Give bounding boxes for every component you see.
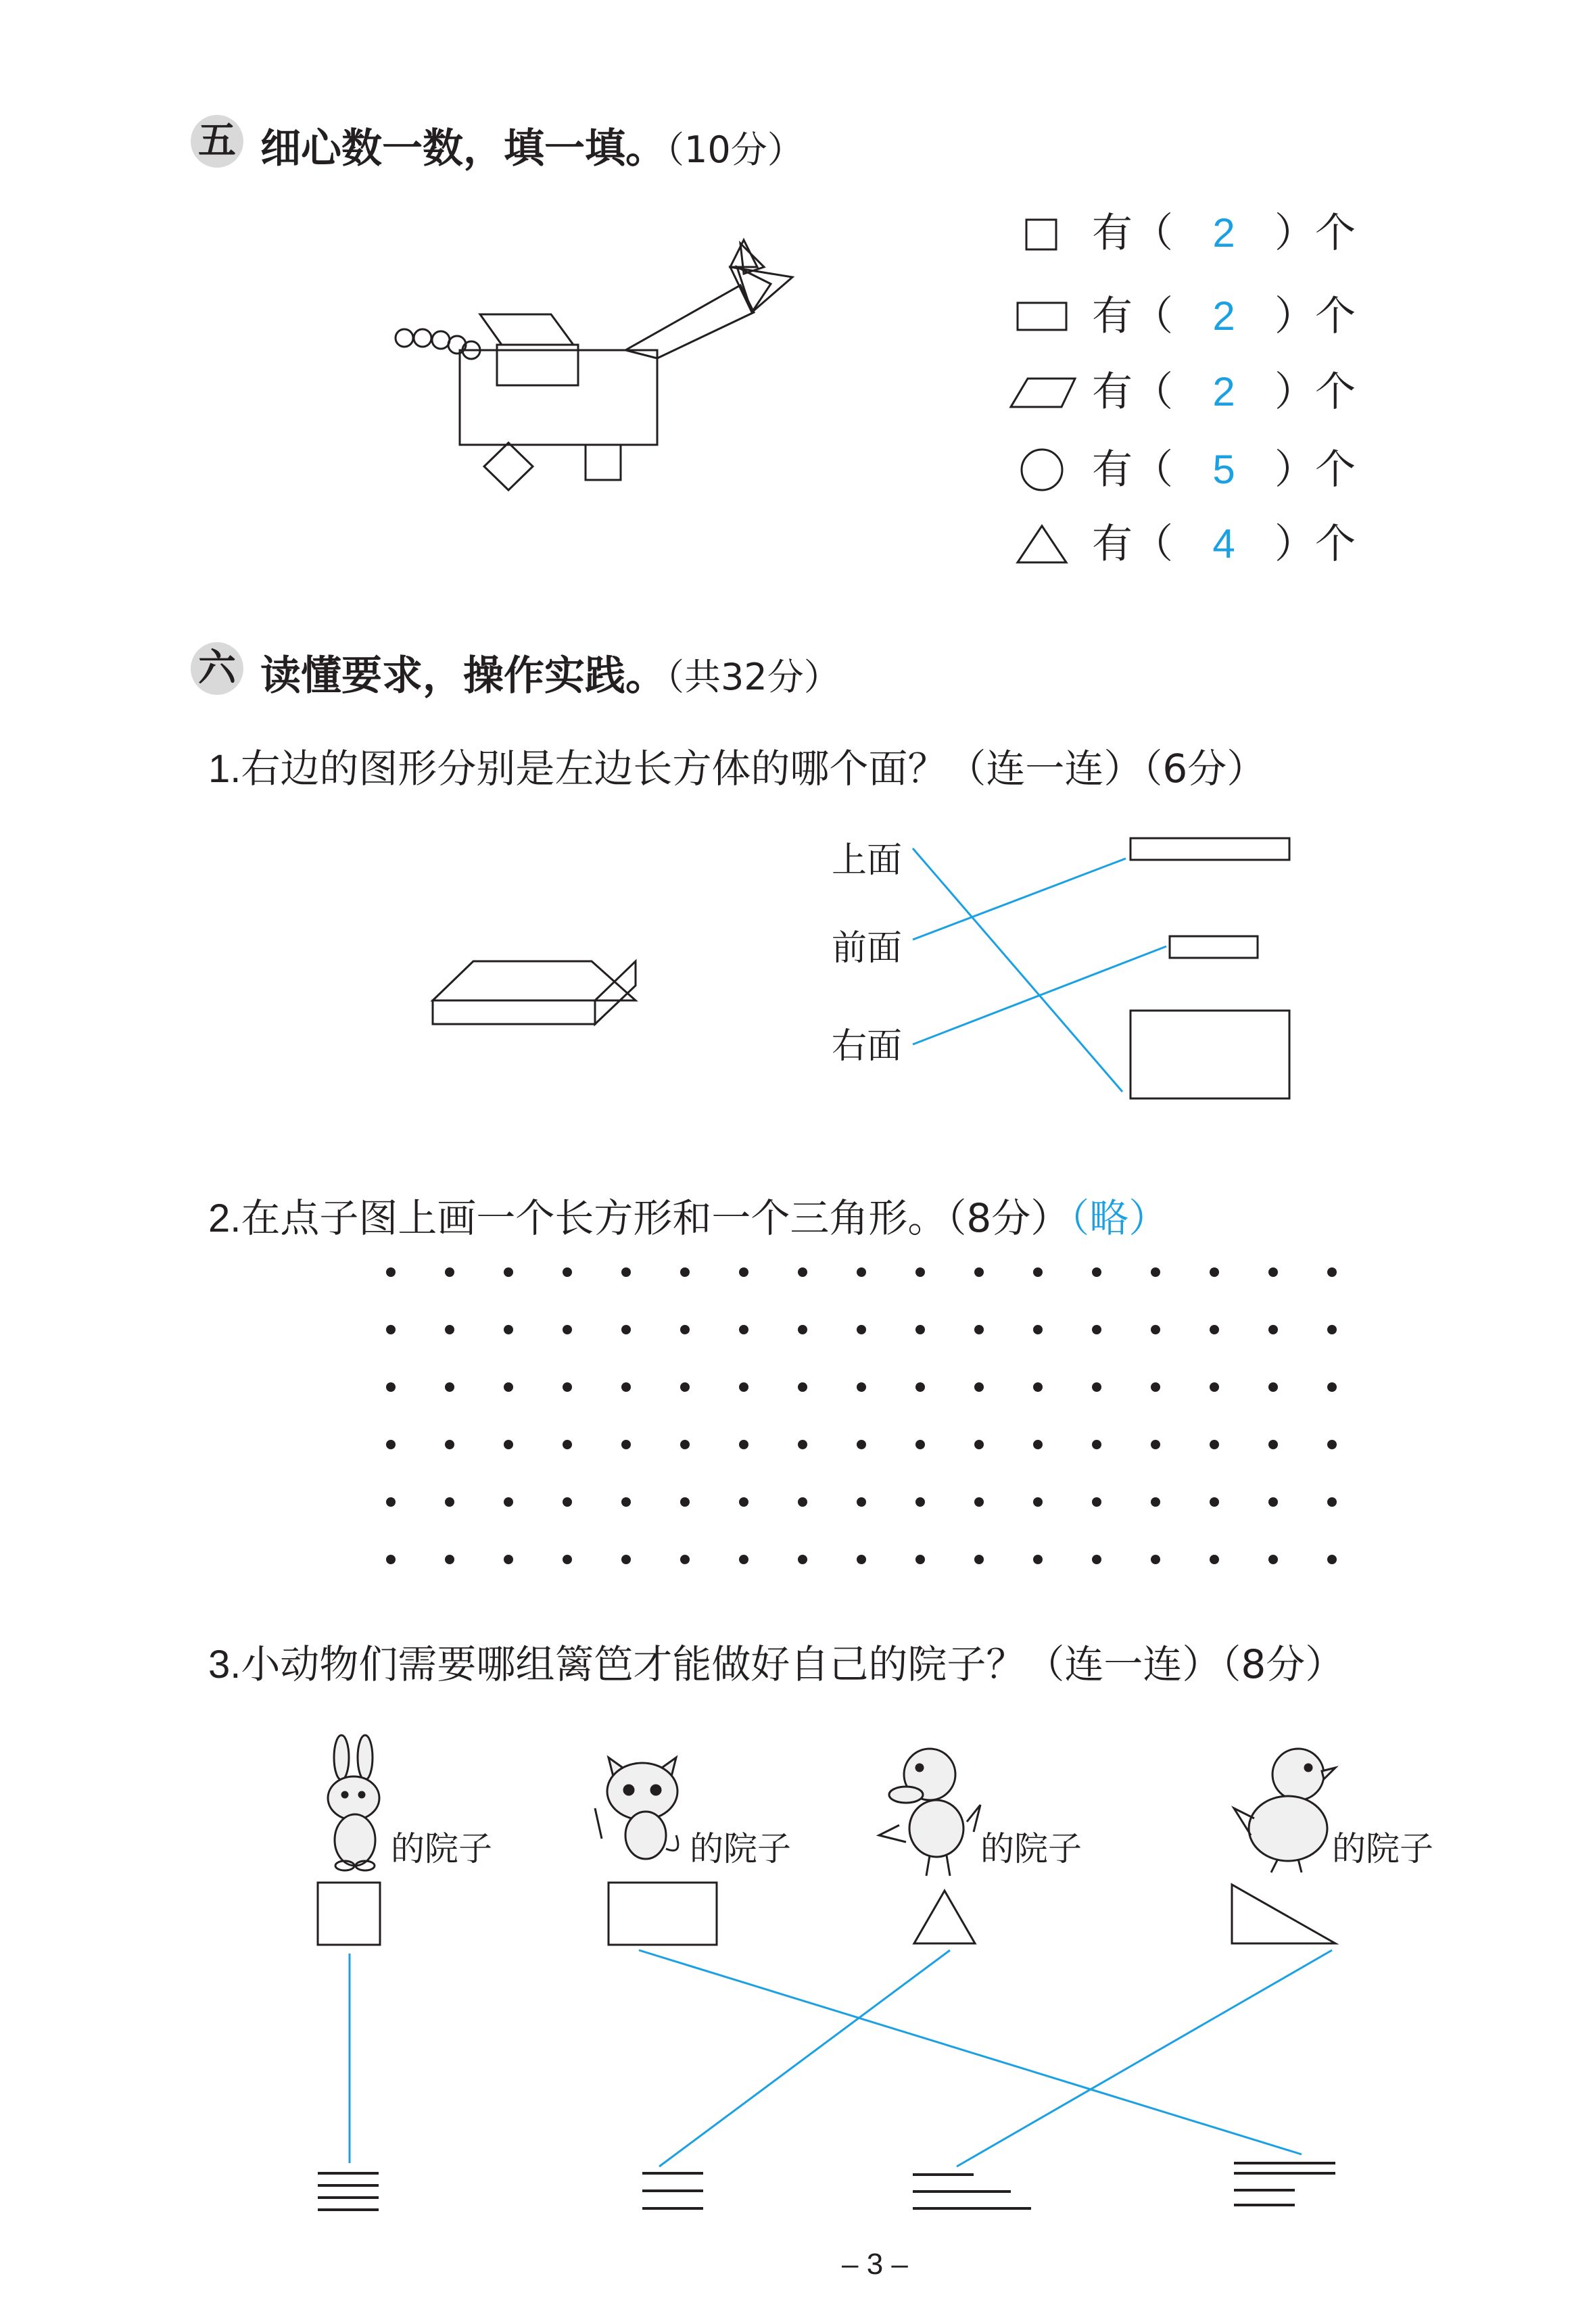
grid-dot <box>1151 1267 1160 1277</box>
yard-square <box>318 1883 380 1945</box>
page-number: – 3 – <box>842 2248 908 2281</box>
grid-dot <box>445 1382 454 1392</box>
grid-dot <box>386 1325 396 1334</box>
back-square <box>497 345 578 385</box>
cuboid-right-face <box>595 961 636 1024</box>
grid-dot <box>1151 1497 1160 1507</box>
grid-dot <box>1092 1440 1101 1449</box>
rabbit-icon <box>328 1735 379 1870</box>
section-5-title <box>260 116 804 174</box>
grid-dot <box>621 1440 631 1449</box>
question-1-text: 右边的图形分别是左边长方体的哪个面？（连一连）（6分） <box>241 746 1266 792</box>
grid-dot <box>563 1440 572 1449</box>
count-pre: 有（ <box>1092 368 1173 416</box>
grid-dot <box>1268 1497 1278 1507</box>
grid-dot <box>739 1325 748 1334</box>
body-rectangle <box>460 350 657 445</box>
count-row-parallelogram <box>1092 365 1356 419</box>
yard-label-chick: 的院子 <box>1332 1829 1433 1868</box>
answer-line-top <box>913 848 1122 1092</box>
grid-dot <box>621 1325 631 1334</box>
question-3 <box>208 1632 1344 1689</box>
grid-dot <box>1327 1267 1337 1277</box>
grid-dot <box>504 1267 513 1277</box>
grid-dot <box>386 1440 396 1449</box>
count-row-rectangle <box>1092 289 1356 343</box>
grid-dot <box>798 1267 807 1277</box>
grid-dot <box>386 1267 396 1277</box>
grid-dot <box>1210 1440 1219 1449</box>
grid-dot <box>974 1267 984 1277</box>
cat-icon <box>595 1758 678 1859</box>
grid-dot <box>857 1267 866 1277</box>
leg-diamond <box>484 443 533 490</box>
head-triangle-2 <box>730 240 757 267</box>
cuboid-top-face <box>433 961 636 1000</box>
grid-dot <box>857 1440 866 1449</box>
grid-dot <box>1210 1267 1219 1277</box>
grid-dot <box>1268 1382 1278 1392</box>
grid-dot <box>1033 1382 1043 1392</box>
grid-dot <box>1092 1267 1101 1277</box>
tail-circle-1 <box>396 329 413 347</box>
yard-right-triangle <box>1232 1885 1335 1943</box>
parallelogram-icon <box>1011 379 1075 407</box>
question-3-text: 小动物们需要哪组篱笆才能做好自己的院子？（连一连）（8分） <box>241 1641 1345 1687</box>
ear-triangle <box>740 243 764 274</box>
grid-dot <box>680 1325 690 1334</box>
grid-dot <box>915 1440 925 1449</box>
grid-dot <box>680 1555 690 1564</box>
grid-dot <box>563 1325 572 1334</box>
grid-dot <box>563 1555 572 1564</box>
grid-dot <box>1210 1382 1219 1392</box>
grid-dot <box>1092 1382 1101 1392</box>
grid-dot <box>857 1497 866 1507</box>
grid-dot <box>1033 1267 1043 1277</box>
count-answer[interactable]: 2 <box>1212 293 1235 339</box>
grid-dot <box>445 1440 454 1449</box>
count-answer[interactable]: 5 <box>1212 447 1235 492</box>
count-post: ）个 <box>1275 210 1356 257</box>
grid-dot <box>1033 1555 1043 1564</box>
tail-circle-2 <box>414 329 431 347</box>
section-6-score: （共32分） <box>666 656 840 698</box>
section-6-title-text: 读懂要求，操作实践。 <box>260 652 666 700</box>
grid-dot <box>1092 1497 1101 1507</box>
grid-dot <box>1268 1325 1278 1334</box>
grid-dot <box>1210 1555 1219 1564</box>
question-1 <box>208 737 1266 794</box>
answer-line-right <box>913 946 1166 1044</box>
yard-label-rabbit: 的院子 <box>391 1829 492 1868</box>
question-2 <box>208 1186 1168 1243</box>
grid-dot <box>739 1267 748 1277</box>
grid-dot <box>1210 1325 1219 1334</box>
fence-group-2 <box>642 2173 703 2208</box>
grid-dot <box>1210 1497 1219 1507</box>
section-6-badge: 六 <box>191 642 243 695</box>
grid-dot <box>680 1440 690 1449</box>
grid-dot <box>798 1325 807 1334</box>
grid-dot <box>1151 1325 1160 1334</box>
grid-dot <box>621 1497 631 1507</box>
grid-dot <box>798 1497 807 1507</box>
triangle-icon <box>1018 526 1066 562</box>
grid-dot <box>915 1555 925 1564</box>
count-answer[interactable]: 2 <box>1212 369 1235 414</box>
count-row-circle <box>1092 443 1356 497</box>
face-option-long <box>1130 838 1289 860</box>
grid-dot <box>1033 1325 1043 1334</box>
tail-circle-3 <box>432 331 450 349</box>
grid-dot <box>621 1555 631 1564</box>
grid-dot <box>386 1382 396 1392</box>
grid-dot <box>680 1382 690 1392</box>
grid-dot <box>857 1382 866 1392</box>
grid-dot <box>915 1382 925 1392</box>
grid-dot <box>1327 1325 1337 1334</box>
grid-dot <box>680 1497 690 1507</box>
answer-line-duck <box>659 1950 950 2166</box>
grid-dot <box>1327 1555 1337 1564</box>
cuboid-front-face <box>433 1000 595 1024</box>
grid-dot <box>504 1325 513 1334</box>
count-pre: 有（ <box>1092 446 1173 493</box>
fence-group-3 <box>913 2175 1031 2208</box>
grid-dot <box>739 1382 748 1392</box>
grid-dot <box>798 1440 807 1449</box>
yard-label-duck: 的院子 <box>980 1829 1082 1868</box>
question-2-answer: （略） <box>1070 1195 1168 1241</box>
grid-dot <box>1268 1555 1278 1564</box>
count-pre: 有（ <box>1092 521 1173 568</box>
grid-dot <box>1151 1440 1160 1449</box>
grid-dot <box>680 1267 690 1277</box>
count-answer[interactable]: 4 <box>1212 521 1235 566</box>
grid-dot <box>739 1497 748 1507</box>
grid-dot <box>1092 1555 1101 1564</box>
grid-dot <box>445 1267 454 1277</box>
grid-dot <box>1268 1267 1278 1277</box>
grid-dot <box>563 1497 572 1507</box>
section-5-score: （10分） <box>666 128 804 171</box>
grid-dot <box>974 1555 984 1564</box>
count-post: ）个 <box>1275 521 1356 568</box>
face-label-front: 前面 <box>832 928 903 969</box>
circle-icon <box>1022 450 1062 490</box>
fence-group-1 <box>318 2173 379 2210</box>
count-row-square <box>1092 206 1356 260</box>
grid-dot <box>974 1497 984 1507</box>
grid-dot <box>739 1440 748 1449</box>
grid-dot <box>563 1382 572 1392</box>
grid-dot <box>798 1382 807 1392</box>
section-5-title-text: 细心数一数，填一填。 <box>260 125 666 172</box>
chick-icon <box>1234 1749 1335 1872</box>
head-triangle-1 <box>730 267 792 312</box>
count-pre: 有（ <box>1092 293 1173 340</box>
grid-dot <box>445 1555 454 1564</box>
answer-line-cat <box>639 1950 1302 2154</box>
neck-parallelogram <box>625 285 754 358</box>
count-post: ）个 <box>1275 446 1356 493</box>
rectangle-icon <box>1018 303 1066 330</box>
grid-dot <box>1268 1440 1278 1449</box>
grid-dot <box>386 1555 396 1564</box>
grid-dot <box>386 1497 396 1507</box>
back-parallelogram-1 <box>480 314 573 345</box>
face-option-large <box>1130 1011 1289 1098</box>
grid-dot <box>445 1325 454 1334</box>
grid-dot <box>504 1382 513 1392</box>
leg-square <box>586 445 621 480</box>
face-label-right: 右面 <box>832 1026 903 1067</box>
grid-dot <box>504 1555 513 1564</box>
fence-group-4 <box>1234 2163 1335 2205</box>
face-option-short <box>1170 936 1258 958</box>
count-row-triangle <box>1092 517 1356 571</box>
grid-dot <box>1092 1325 1101 1334</box>
count-post: ）个 <box>1275 368 1356 416</box>
tail-circle-5 <box>462 341 480 359</box>
grid-dot <box>1151 1382 1160 1392</box>
grid-dot <box>1327 1497 1337 1507</box>
yard-equilateral-triangle <box>914 1891 975 1943</box>
grid-dot <box>974 1382 984 1392</box>
grid-dot <box>739 1555 748 1564</box>
grid-dot <box>915 1497 925 1507</box>
grid-dot <box>1151 1555 1160 1564</box>
square-icon <box>1026 220 1056 249</box>
grid-dot <box>445 1497 454 1507</box>
grid-dot <box>915 1325 925 1334</box>
count-answer[interactable]: 2 <box>1212 210 1235 256</box>
grid-dot <box>504 1440 513 1449</box>
section-5-badge: 五 <box>191 115 243 168</box>
duck-icon <box>879 1749 980 1876</box>
section-6-title <box>260 644 840 702</box>
grid-dot <box>621 1267 631 1277</box>
grid-dot <box>974 1325 984 1334</box>
count-pre: 有（ <box>1092 210 1173 257</box>
grid-dot <box>857 1325 866 1334</box>
grid-dot <box>915 1267 925 1277</box>
tail-circle-4 <box>448 336 466 354</box>
grid-dot <box>798 1555 807 1564</box>
grid-dot <box>1033 1497 1043 1507</box>
grid-dot <box>1033 1440 1043 1449</box>
question-3-number: 3. <box>208 1643 241 1687</box>
grid-dot <box>857 1555 866 1564</box>
question-1-number: 1. <box>208 747 241 791</box>
grid-dot <box>1327 1382 1337 1392</box>
head-triangle-3 <box>737 267 771 312</box>
answer-line-chick <box>957 1950 1332 2166</box>
yard-label-cat: 的院子 <box>690 1829 791 1868</box>
grid-dot <box>621 1382 631 1392</box>
grid-dot <box>504 1497 513 1507</box>
answer-line-front <box>913 858 1126 940</box>
yard-rectangle <box>609 1883 717 1945</box>
face-label-top: 上面 <box>832 840 903 881</box>
count-post: ）个 <box>1275 293 1356 340</box>
grid-dot <box>1327 1440 1337 1449</box>
grid-dot <box>974 1440 984 1449</box>
question-2-number: 2. <box>208 1196 241 1240</box>
grid-dot <box>563 1267 572 1277</box>
question-2-text: 在点子图上画一个长方形和一个三角形。（8分） <box>241 1195 1070 1241</box>
